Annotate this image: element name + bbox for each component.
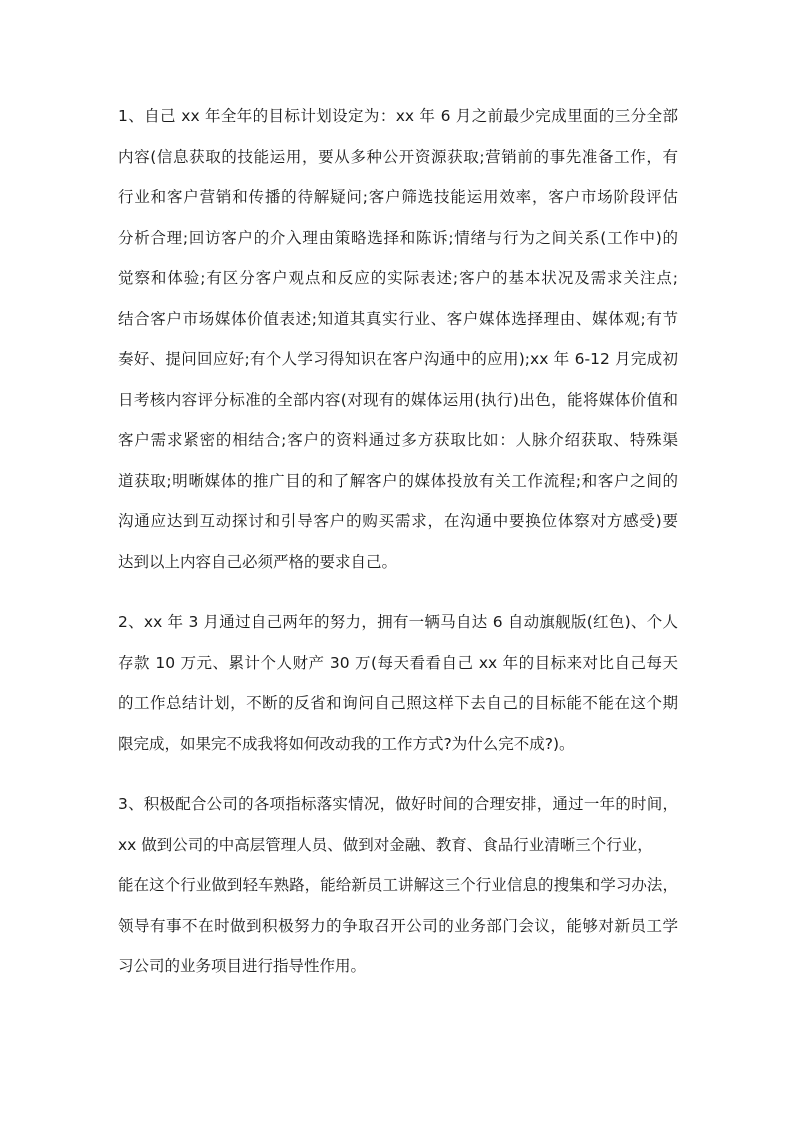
paragraph-2 <box>118 602 678 764</box>
paragraph-line: 3、积极配合公司的各项指标落实情况，做好时间的合理安排，通过一年的时间， <box>118 795 678 813</box>
paragraph-line: 行业和客户营销和传播的待解疑问;客户筛选技能运用效率，客户市场阶段评估 <box>118 188 678 206</box>
paragraph-line: 1、自己 xx 年全年的目标计划设定为：xx 年 6 月之前最少完成里面的三分全部 <box>118 107 678 125</box>
paragraph-line: 2、xx 年 3 月通过自己两年的努力，拥有一辆马自达 6 自动旗舰版(红色)、个人 <box>118 613 678 631</box>
paragraph-line: 的工作总结计划，不断的反省和询问自己照这样下去自己的目标能不能在这个期 <box>118 694 678 712</box>
paragraph-line: 内容(信息获取的技能运用，要从多种公开资源获取;营销前的事先准备工作，有 <box>118 147 678 166</box>
paragraph-3 <box>118 784 678 987</box>
paragraph-line: 道获取;明晰媒体的推广目的和了解客户的媒体投放有关工作流程;和客户之间的 <box>118 471 678 490</box>
paragraph-1 <box>118 96 678 582</box>
paragraph-line: 达到以上内容自己必须严格的要求自己。 <box>118 552 398 571</box>
paragraph-line: 限完成，如果完不成我将如何改动我的工作方式?为什么完不成?)。 <box>118 734 575 753</box>
paragraph-line: 结合客户市场媒体价值表述;知道其真实行业、客户媒体选择理由、媒体观;有节 <box>118 309 678 328</box>
paragraph-line: 习公司的业务项目进行指导性作用。 <box>118 957 367 975</box>
paragraph-line: 领导有事不在时做到积极努力的争取召开公司的业务部门会议，能够对新员工学 <box>118 916 678 935</box>
paragraph-line: 觉察和体验;有区分客户观点和反应的实际表述;客户的基本状况及需求关注点; <box>118 269 678 287</box>
paragraph-line: xx 做到公司的中高层管理人员、做到对金融、教育、食品行业清晰三个行业， <box>118 835 653 854</box>
paragraph-line: 能在这个行业做到轻车熟路，能给新员工讲解这三个行业信息的搜集和学习办法， <box>118 876 678 894</box>
document-body <box>118 96 678 1007</box>
paragraph-line: 客户需求紧密的相结合;客户的资料通过多方获取比如：人脉介绍获取、特殊渠 <box>118 431 678 449</box>
paragraph-line: 奏好、提问回应好;有个人学习得知识在客户沟通中的应用);xx 年 6-12 月完成初 <box>118 350 678 368</box>
paragraph-line: 存款 10 万元、累计个人财产 30 万(每天看看自己 xx 年的目标来对比自己每天 <box>118 653 678 672</box>
paragraph-line: 分析合理;回访客户的介入理由策略选择和陈诉;情绪与行为之间关系(工作中)的 <box>118 228 678 247</box>
paragraph-line: 日考核内容评分标准的全部内容(对现有的媒体运用(执行)出色，能将媒体价值和 <box>118 390 678 409</box>
paragraph-line: 沟通应达到互动探讨和引导客户的购买需求，在沟通中要换位体察对方感受)要 <box>118 512 678 530</box>
